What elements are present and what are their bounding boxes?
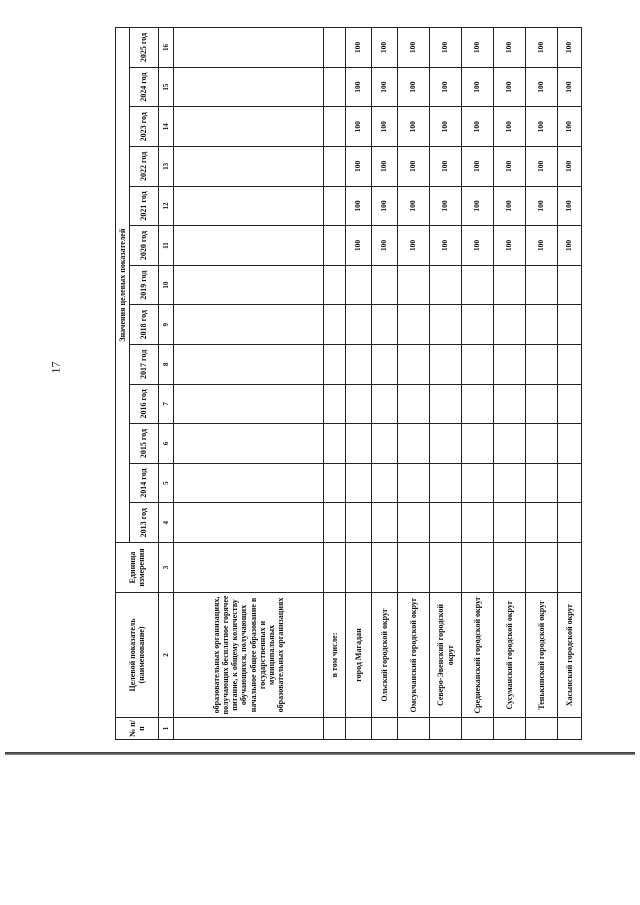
value-cell: 100	[462, 147, 494, 187]
value-cell	[558, 424, 582, 464]
value-cell: 100	[462, 186, 494, 226]
page-number: 17	[48, 361, 63, 374]
value-cell	[430, 305, 462, 345]
row-unit-cell	[462, 543, 494, 593]
value-cell: 100	[430, 186, 462, 226]
value-cell	[346, 384, 372, 424]
header-year: 2022 год	[130, 147, 159, 187]
value-cell	[324, 67, 346, 107]
row-num-cell	[462, 718, 494, 740]
header-year: 2023 год	[130, 107, 159, 147]
value-cell	[174, 463, 324, 503]
row-name-cell: город Магадан	[346, 593, 372, 718]
value-cell: 100	[494, 186, 526, 226]
value-cell: 100	[462, 28, 494, 68]
row-name-cell: образовательных организациях, получающих бесплатное горячее питание, к общему количеству обучающихся, получающих начальное общее образование в государственных и муниципальных образовательных организациях	[174, 593, 324, 718]
value-cell	[372, 305, 398, 345]
value-cell: 100	[494, 107, 526, 147]
value-cell	[346, 463, 372, 503]
value-cell	[526, 503, 558, 543]
value-cell	[558, 305, 582, 345]
row-num-cell	[430, 718, 462, 740]
row-num-cell	[558, 718, 582, 740]
value-cell: 100	[526, 186, 558, 226]
value-cell	[324, 28, 346, 68]
value-cell	[526, 305, 558, 345]
column-number: 9	[159, 305, 174, 345]
value-cell	[398, 345, 430, 385]
header-year: 2017 год	[130, 345, 159, 385]
value-cell: 100	[346, 186, 372, 226]
value-cell: 100	[346, 107, 372, 147]
value-cell	[346, 424, 372, 464]
value-cell: 100	[494, 226, 526, 266]
column-number: 5	[159, 463, 174, 503]
value-cell: 100	[558, 226, 582, 266]
header-year: 2020 год	[130, 226, 159, 266]
value-cell	[174, 147, 324, 187]
row-num-cell	[526, 718, 558, 740]
row-name-cell: Северо-Эвенский городской округ	[430, 593, 462, 718]
row-unit-cell	[324, 543, 346, 593]
header-indicator: Целевой показатель (наименование)	[116, 593, 159, 718]
value-cell: 100	[430, 67, 462, 107]
value-cell	[174, 345, 324, 385]
value-cell: 100	[372, 28, 398, 68]
value-cell	[346, 305, 372, 345]
table-row	[558, 28, 582, 740]
value-cell: 100	[398, 28, 430, 68]
value-cell: 100	[430, 226, 462, 266]
value-cell	[324, 147, 346, 187]
value-cell	[324, 226, 346, 266]
value-cell: 100	[398, 186, 430, 226]
value-cell	[174, 226, 324, 266]
value-cell	[324, 345, 346, 385]
column-number: 3	[159, 543, 174, 593]
value-cell: 100	[558, 147, 582, 187]
value-cell	[398, 424, 430, 464]
value-cell	[174, 424, 324, 464]
header-year: 2019 год	[130, 265, 159, 305]
row-num-cell	[324, 718, 346, 740]
value-cell	[462, 305, 494, 345]
header-year: 2015 год	[130, 424, 159, 464]
value-cell	[430, 503, 462, 543]
header-year: 2014 год	[130, 463, 159, 503]
value-cell	[174, 265, 324, 305]
value-cell: 100	[398, 107, 430, 147]
value-cell	[174, 384, 324, 424]
value-cell	[346, 265, 372, 305]
row-unit-cell	[398, 543, 430, 593]
value-cell	[398, 305, 430, 345]
value-cell	[174, 305, 324, 345]
row-name-cell: в том числе:	[324, 593, 346, 718]
value-cell	[430, 265, 462, 305]
header-num: № п/п	[116, 718, 159, 740]
value-cell	[462, 265, 494, 305]
value-cell	[526, 424, 558, 464]
row-name-cell: Ольский городской округ	[372, 593, 398, 718]
value-cell	[494, 265, 526, 305]
row-unit-cell	[494, 543, 526, 593]
column-number: 1	[159, 718, 174, 740]
row-name-cell: Омсукчанский городской округ	[398, 593, 430, 718]
value-cell	[174, 67, 324, 107]
value-cell: 100	[430, 107, 462, 147]
value-cell: 100	[372, 186, 398, 226]
row-name-cell: Сусуманский городской округ	[494, 593, 526, 718]
value-cell: 100	[430, 28, 462, 68]
value-cell: 100	[462, 67, 494, 107]
value-cell	[494, 384, 526, 424]
column-number: 11	[159, 226, 174, 266]
value-cell	[324, 107, 346, 147]
table-row	[324, 28, 346, 740]
value-cell	[398, 265, 430, 305]
value-cell	[526, 265, 558, 305]
table-row	[372, 28, 398, 740]
value-cell	[558, 345, 582, 385]
value-cell: 100	[346, 67, 372, 107]
value-cell	[372, 424, 398, 464]
column-number: 12	[159, 186, 174, 226]
value-cell	[372, 463, 398, 503]
value-cell: 100	[372, 107, 398, 147]
value-cell: 100	[462, 107, 494, 147]
column-number: 13	[159, 147, 174, 187]
value-cell	[372, 503, 398, 543]
value-cell	[346, 345, 372, 385]
row-num-cell	[494, 718, 526, 740]
value-cell: 100	[558, 107, 582, 147]
header-year: 2016 год	[130, 384, 159, 424]
bottom-scan-rule	[5, 752, 635, 755]
value-cell	[372, 384, 398, 424]
value-cell: 100	[494, 67, 526, 107]
value-cell: 100	[526, 28, 558, 68]
row-name-cell: Тенькинский городской округ	[526, 593, 558, 718]
row-num-cell	[174, 718, 324, 740]
column-number: 6	[159, 424, 174, 464]
value-cell: 100	[558, 186, 582, 226]
row-unit-cell	[372, 543, 398, 593]
table-row	[462, 28, 494, 740]
value-cell	[324, 503, 346, 543]
header-year: 2024 год	[130, 67, 159, 107]
value-cell	[558, 503, 582, 543]
value-cell: 100	[430, 147, 462, 187]
header-year: 2013 год	[130, 503, 159, 543]
row-unit-cell	[430, 543, 462, 593]
value-cell: 100	[346, 226, 372, 266]
value-cell: 100	[494, 147, 526, 187]
value-cell: 100	[526, 67, 558, 107]
value-cell	[174, 28, 324, 68]
column-number: 10	[159, 265, 174, 305]
value-cell	[494, 305, 526, 345]
value-cell	[558, 463, 582, 503]
header-year: 2018 год	[130, 305, 159, 345]
table-row	[430, 28, 462, 740]
value-cell	[558, 384, 582, 424]
value-cell	[558, 265, 582, 305]
table-row	[398, 28, 430, 740]
value-cell: 100	[398, 67, 430, 107]
value-cell	[324, 305, 346, 345]
value-cell	[462, 463, 494, 503]
value-cell	[372, 345, 398, 385]
value-cell	[462, 384, 494, 424]
column-number: 8	[159, 345, 174, 385]
value-cell	[346, 503, 372, 543]
row-unit-cell	[526, 543, 558, 593]
value-cell	[324, 186, 346, 226]
value-cell: 100	[558, 28, 582, 68]
value-cell	[324, 265, 346, 305]
value-cell	[324, 424, 346, 464]
value-cell	[398, 503, 430, 543]
value-cell: 100	[526, 226, 558, 266]
value-cell: 100	[372, 226, 398, 266]
value-cell: 100	[398, 147, 430, 187]
value-cell	[430, 463, 462, 503]
row-name-cell: Среднеканский городской округ	[462, 593, 494, 718]
header-year: 2025 год	[130, 28, 159, 68]
value-cell	[494, 463, 526, 503]
column-number: 14	[159, 107, 174, 147]
row-name-cell: Хасынский городской округ	[558, 593, 582, 718]
table-row	[526, 28, 558, 740]
column-number: 4	[159, 503, 174, 543]
value-cell	[174, 107, 324, 147]
table-row	[346, 28, 372, 740]
table-row	[494, 28, 526, 740]
column-number: 2	[159, 593, 174, 718]
row-num-cell	[346, 718, 372, 740]
value-cell	[174, 503, 324, 543]
value-cell: 100	[372, 67, 398, 107]
value-cell	[174, 186, 324, 226]
value-cell	[494, 503, 526, 543]
header-unit: Единица измерения	[116, 543, 159, 593]
value-cell: 100	[558, 67, 582, 107]
value-cell	[494, 424, 526, 464]
header-values-group: Значения целевых показателей	[116, 28, 130, 543]
value-cell	[526, 384, 558, 424]
value-cell	[462, 345, 494, 385]
value-cell	[430, 424, 462, 464]
value-cell	[494, 345, 526, 385]
value-cell	[430, 384, 462, 424]
value-cell: 100	[526, 107, 558, 147]
table-row	[174, 28, 324, 740]
value-cell	[430, 345, 462, 385]
column-number: 7	[159, 384, 174, 424]
row-unit-cell	[174, 543, 324, 593]
header-year: 2021 год	[130, 186, 159, 226]
row-num-cell	[372, 718, 398, 740]
row-unit-cell	[346, 543, 372, 593]
value-cell: 100	[372, 147, 398, 187]
rotated-document-sheet	[115, 28, 574, 740]
value-cell	[462, 503, 494, 543]
value-cell	[398, 463, 430, 503]
row-unit-cell	[558, 543, 582, 593]
target-indicators-table	[115, 27, 582, 740]
column-number: 15	[159, 67, 174, 107]
value-cell	[324, 463, 346, 503]
row-num-cell	[398, 718, 430, 740]
value-cell: 100	[526, 147, 558, 187]
value-cell	[526, 463, 558, 503]
value-cell	[526, 345, 558, 385]
value-cell: 100	[346, 28, 372, 68]
value-cell: 100	[462, 226, 494, 266]
value-cell	[462, 424, 494, 464]
value-cell: 100	[398, 226, 430, 266]
value-cell: 100	[494, 28, 526, 68]
column-number: 16	[159, 28, 174, 68]
value-cell: 100	[346, 147, 372, 187]
value-cell	[398, 384, 430, 424]
value-cell	[372, 265, 398, 305]
value-cell	[324, 384, 346, 424]
